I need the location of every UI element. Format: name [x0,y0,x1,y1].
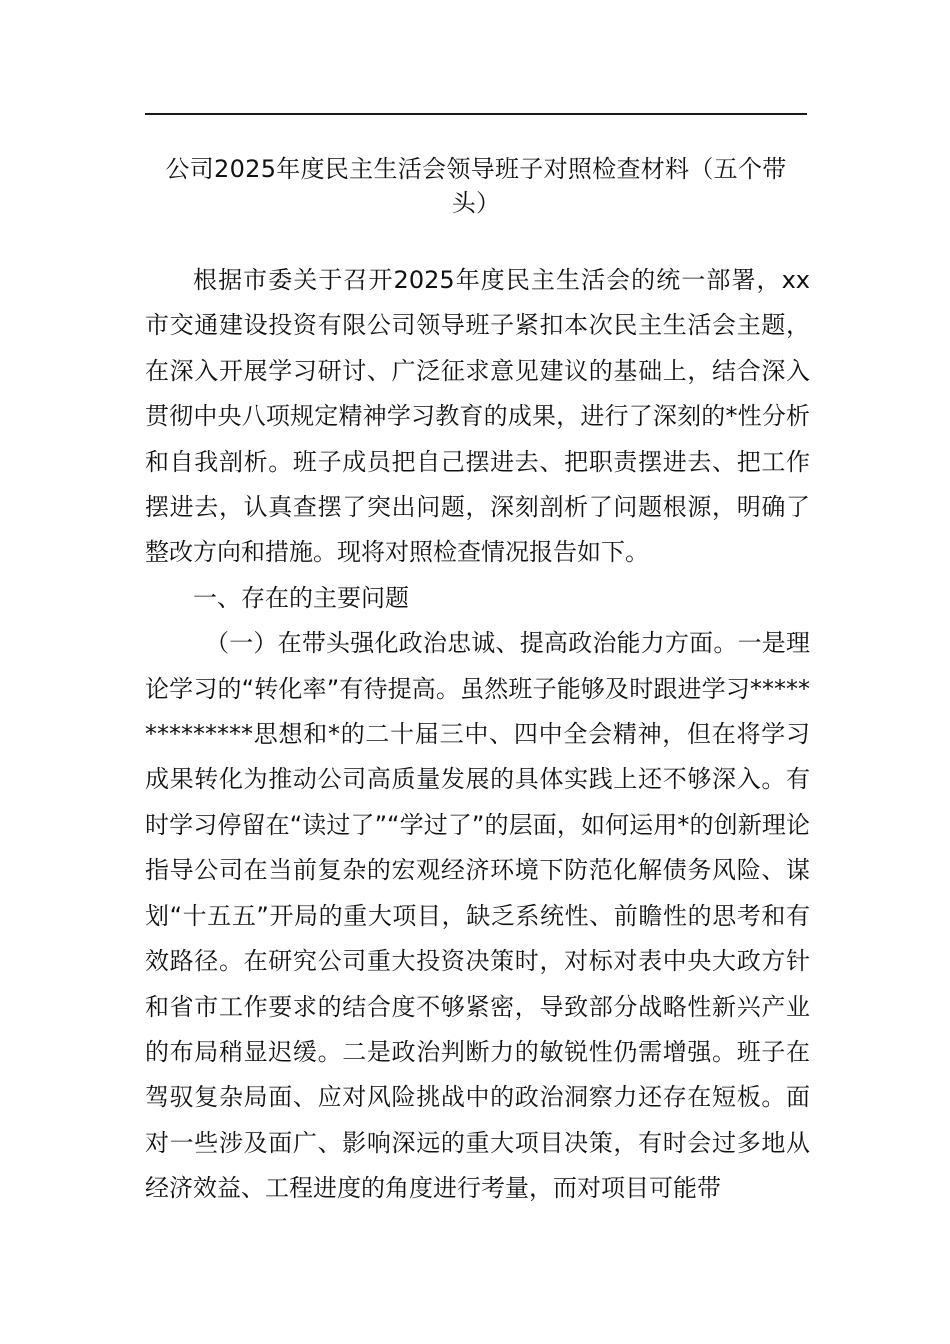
section-heading: 一、存在的主要问题 [193,583,409,612]
subsection-paragraph: （一）在带头强化政治忠诚、提高政治能力方面。一是理论学习的“转化率”有待提高。虽然班子能够及时跟进学习**************思想和*的二十届三中、四中全会精神，但在将学习成果转化为推动公司高质量发展的具体实践上还不够深入。有时学习停留在“读过了”“学过了”的层面，如何运用*的创新理论指导公司在当前复杂的宏观经济环境下防范化解债务风险、谋划“十五五”开局的重大项目，缺乏系统性、前瞻性的思考和有效路径。在研究公司重大投资决策时，对标对表中央大政方针和省市工作要求的结合度不够紧密，导致部分战略性新兴产业的布局稍显迟缓。二是政治判断力的敏锐性仍需增强。班子在驾驭复杂局面、应对风险挑战中的政治洞察力还存在短板。面对一些涉及面广、影响深远的重大项目决策，有时会过多地从经济效益、工程进度的角度进行考量，而对项目可能带 [145,629,810,1203]
header-rule [145,113,807,115]
document-title: 公司2025年度民主生活会领导班子对照检查材料（五个带头） [165,155,787,217]
document-body [145,258,810,1212]
intro-paragraph: 根据市委关于召开2025年度民主生活会的统一部署，xx市交通建设投资有限公司领导班子紧扣本次民主生活会主题，在深入开展学习研讨、广泛征求意见建议的基础上，结合深入贯彻中央八项规定精神学习教育的成果，进行了深刻的*性分析和自我剖析。班子成员把自己摆进去、把职责摆进去、把工作摆进去，认真查摆了突出问题，深刻剖析了问题根源，明确了整改方向和措施。现将对照检查情况报告如下。 [145,266,810,567]
